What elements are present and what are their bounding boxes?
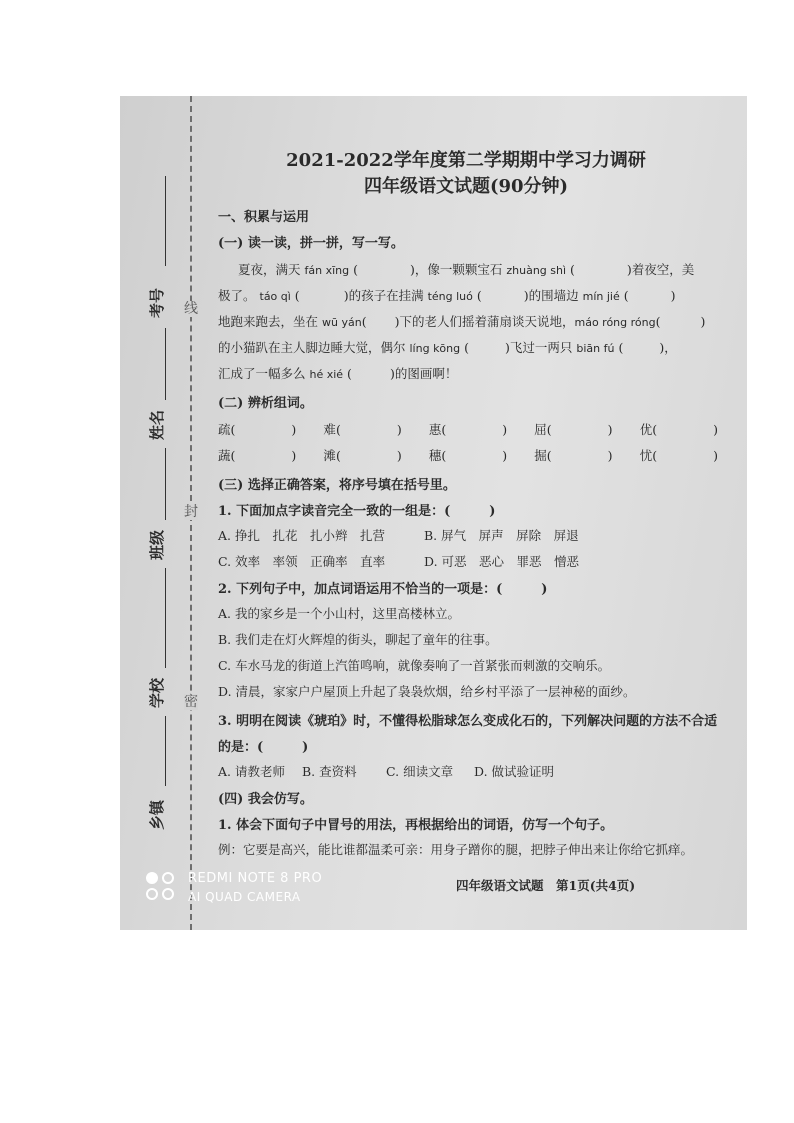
option-c: C. 效率 率领 正确率 直率 [218, 554, 386, 569]
passage-text: 的图画啊！ [394, 366, 458, 381]
field-line-class [165, 448, 166, 520]
word-row-1 [218, 420, 718, 438]
pinyin-prompt: hé xié [309, 368, 344, 381]
part-4-title: (四) 我会仿写。 [218, 792, 313, 807]
passage-line-3: 地跑来跑去，坐在 wū yán( )下的老人们摇着蒲扇谈天说地，máo róng róng( ) [218, 314, 706, 329]
exam-subtitle: 四年级语文试题(90分钟) [363, 176, 569, 197]
word-item: 掘( ) [534, 448, 613, 463]
passage-text: 的孩子在挂满 [348, 288, 424, 303]
question-3-options [218, 762, 554, 780]
camera-label: AI QUAD CAMERA [188, 890, 301, 904]
option-d: D. 做试验证明 [474, 764, 555, 779]
pinyin-prompt: táo qì [259, 290, 291, 303]
field-line-name [165, 328, 166, 400]
passage-text: 飞过一两只 [509, 340, 573, 355]
pinyin-prompt: líng kōng [409, 342, 461, 355]
word-item: 难( ) [323, 422, 402, 437]
question-2-option-a: A. 我的家乡是一个小山村，这里高楼林立。 [218, 606, 460, 621]
part-4-example: 例：它要是高兴，能比谁都温柔可亲：用身子蹭你的腿，把脖子伸出来让你给它抓痒。 [218, 842, 694, 857]
option-c: C. 细读文章 [386, 764, 454, 779]
pinyin-prompt: fán xīng [304, 264, 350, 277]
camera-model: REDMI NOTE 8 PRO [188, 871, 323, 886]
field-label-school: 学校 [148, 677, 166, 708]
word-row-2 [218, 446, 718, 464]
passage-text: 的围墙边 [528, 288, 579, 303]
question-1: 1. 下面加点字读音完全一致的一组是：( ) [218, 504, 496, 519]
question-3-line-1: 3. 明明在阅读《琥珀》时，不懂得松脂球怎么变成化石的，下列解决问题的方法不合适 [218, 714, 718, 729]
passage-text: 地跑来跑去，坐在 [218, 314, 319, 329]
pinyin-prompt: téng luó [427, 290, 473, 303]
field-label-exam-number: 考号 [148, 287, 166, 318]
pinyin-prompt: wū yán [322, 316, 362, 329]
field-label-name: 姓名 [148, 409, 166, 440]
question-2-option-d: D. 清晨，家家户户屋顶上升起了袅袅炊烟，给乡村平添了一层神秘的面纱。 [218, 684, 636, 699]
question-3-line-2: 的是：( ) [218, 740, 309, 755]
page-footer: 四年级语文试题 第1页(共4页) [456, 878, 636, 893]
passage-text: 夏夜，满天 [238, 262, 301, 277]
pinyin-prompt: zhuàng shì [506, 264, 567, 277]
word-item: 惠( ) [428, 422, 508, 437]
passage-text: ，像一颗颗宝石 [414, 262, 503, 277]
word-item: 屈( ) [534, 422, 613, 437]
pinyin-prompt: biān fú [576, 342, 615, 355]
exam-title: 2021-2022学年度第二学期期中学习力调研 [286, 150, 646, 171]
field-label-town: 乡镇 [148, 799, 166, 830]
question-1-options-row-1 [218, 526, 579, 544]
passage-text: 下的老人们摇着蒲扇谈天说地， [399, 314, 575, 329]
exam-paper [216, 96, 746, 930]
passage-line-2: 极了。 táo qì ( )的孩子在挂满 téng luó ( )的围墙边 mín jié ( ) [218, 288, 676, 303]
section-1-title: 一、积累与运用 [218, 210, 310, 225]
word-item: 忧( ) [639, 448, 718, 463]
word-item: 蔬( ) [218, 448, 297, 463]
question-1-options-row-2 [218, 552, 579, 570]
pinyin-prompt: máo róng róng [574, 316, 656, 329]
camera-lens-icon [146, 872, 178, 906]
option-b: B. 查资料 [302, 764, 357, 779]
passage-line-4: 的小猫趴在主人脚边睡大觉，偶尔 líng kōng ( )飞过一两只 biān fú ( )， [218, 340, 677, 355]
passage-line-5: 汇成了一幅多么 hé xié ( )的图画啊！ [218, 366, 458, 381]
camera-watermark [146, 870, 346, 910]
passage-text: 汇成了一幅多么 [218, 366, 306, 381]
part-4-question-1: 1. 体会下面句子中冒号的用法，再根据给出的词语，仿写一个句子。 [218, 818, 614, 833]
binding-margin [120, 96, 220, 930]
part-2-title: (二) 辨析组词。 [218, 396, 313, 411]
word-item: 穗( ) [428, 448, 508, 463]
passage-text: ， [664, 340, 677, 355]
passage-text: 着夜空，美 [631, 262, 695, 277]
binding-mark-xian: 线 [184, 301, 198, 317]
field-line-town [165, 716, 166, 786]
field-line-school [165, 568, 166, 668]
passage-line-1: 夏夜，满天 fán xīng ( )，像一颗颗宝石 zhuàng shì ( )着夜空，美 [238, 262, 695, 277]
pinyin-prompt: mín jié [582, 290, 620, 303]
part-3-title: (三) 选择正确答案，将序号填在括号里。 [218, 478, 456, 493]
option-a: A. 请教老师 [218, 764, 285, 779]
option-a: A. 挣扎 扎花 扎小辫 扎营 [218, 528, 385, 543]
question-2-option-c: C. 车水马龙的街道上汽笛鸣响，就像奏响了一首紧张而刺激的交响乐。 [218, 658, 611, 673]
binding-mark-mi: 密 [184, 694, 198, 710]
passage-text: 极了。 [218, 288, 256, 303]
option-b: B. 屏气 屏声 屏除 屏退 [424, 528, 579, 543]
word-item: 优( ) [639, 422, 718, 437]
question-2: 2. 下列句子中，加点词语运用不恰当的一项是：( ) [218, 582, 548, 597]
word-item: 疏( ) [218, 422, 297, 437]
question-2-option-b: B. 我们走在灯火辉煌的街头，聊起了童年的往事。 [218, 632, 498, 647]
passage-text: 的小猫趴在主人脚边睡大觉，偶尔 [218, 340, 406, 355]
field-label-class: 班级 [148, 529, 166, 560]
binding-mark-feng: 封 [184, 504, 198, 520]
part-1-title: (一) 读一读，拼一拼，写一写。 [218, 236, 404, 251]
word-item: 滩( ) [323, 448, 402, 463]
field-line-exam-number [165, 176, 166, 266]
exam-photo [120, 96, 747, 930]
option-d: D. 可恶 恶心 罪恶 憎恶 [424, 554, 580, 569]
